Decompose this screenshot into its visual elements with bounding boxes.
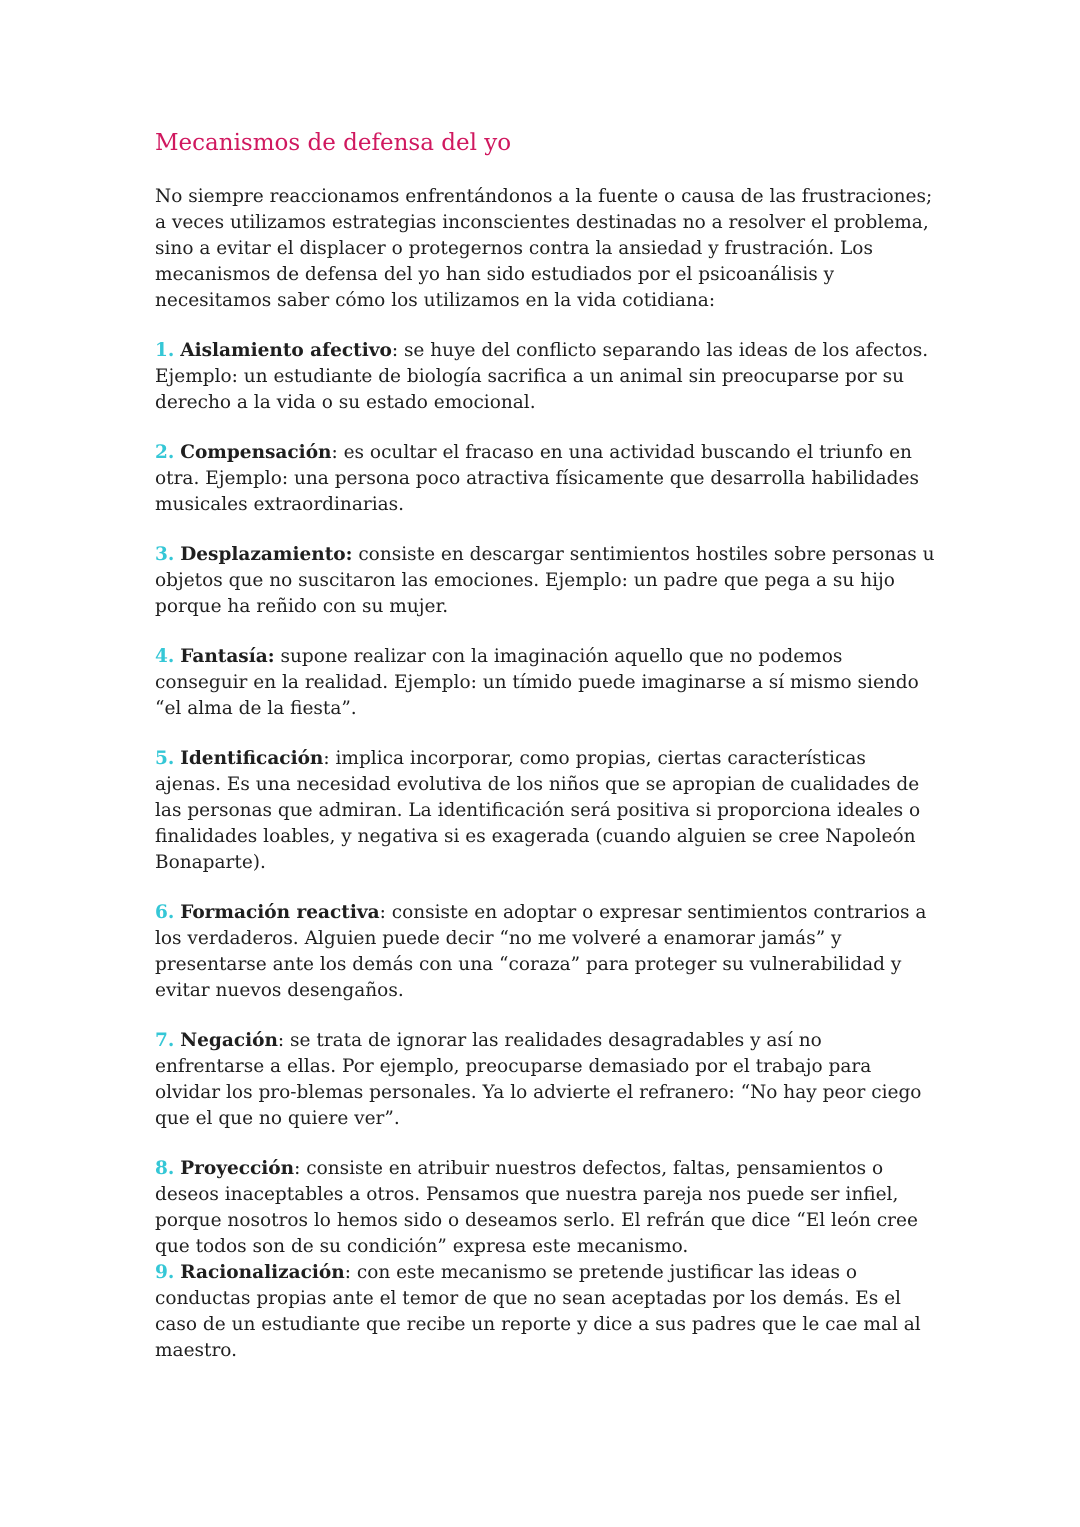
- item-text: : implica incorporar, como propias, ciertas características ajenas. Es una necesidad evolutiva de los niños que se apropian de cualidades de las personas que admiran. La identificación será positiva si proporciona ideales o finalidades loables, y negativa si es exagerada (cuando alguien se cree Napoleón Bonaparte).: [155, 748, 921, 873]
- item-number: 5.: [155, 748, 175, 769]
- item-term: Negación: [180, 1030, 278, 1051]
- item-text: : se huye del conflicto separando las ideas de los afectos. Ejemplo: un estudiante de biología sacrifica a un animal sin preocuparse por su derecho a la vida o su estado emocional.: [155, 340, 929, 413]
- list-item-4: [155, 644, 935, 722]
- item-term: Identificación: [180, 748, 324, 769]
- item-text: : consiste en adoptar o expresar sentimientos contrarios a los verdaderos. Alguien puede decir “no me volveré a enamorar jamás” y presentarse ante los demás con una “coraza” para proteger su vulnerabilidad y evitar nuevos desengaños.: [155, 902, 927, 1001]
- item-term: Formación reactiva: [180, 902, 380, 923]
- item-term: Proyección: [180, 1158, 295, 1179]
- item-number: 4.: [155, 646, 175, 667]
- list-item-2: [155, 440, 935, 518]
- item-text: : es ocultar el fracaso en una actividad buscando el triunfo en otra. Ejemplo: una persona poco atractiva físicamente que desarrolla habilidades musicales extraordinarias.: [155, 442, 919, 515]
- item-term: Aislamiento afectivo: [180, 340, 392, 361]
- item-term: Compensación: [180, 442, 332, 463]
- item-number: 8.: [155, 1158, 175, 1179]
- item-text: consiste en descargar sentimientos hostiles sobre personas u objetos que no suscitaron las emociones. Ejemplo: un padre que pega a su hijo porque ha reñido con su mujer.: [155, 544, 935, 617]
- list-item-6: [155, 900, 935, 1004]
- item-text: : con este mecanismo se pretende justificar las ideas o conductas propias ante el temor de que no sean aceptadas por los demás. Es el caso de un estudiante que recibe un reporte y dice a sus padres que le cae mal al maestro.: [155, 1262, 921, 1361]
- list-item-9: [155, 1260, 935, 1364]
- item-term: Fantasía:: [180, 646, 275, 667]
- item-text: supone realizar con la imaginación aquello que no podemos conseguir en la realidad. Ejemplo: un tímido puede imaginarse a sí mismo siendo “el alma de la fiesta”.: [155, 646, 919, 719]
- item-term: Desplazamiento:: [180, 544, 353, 565]
- item-number: 3.: [155, 544, 175, 565]
- list-item-8: [155, 1156, 935, 1260]
- intro-paragraph: No siempre reaccionamos enfrentándonos a la fuente o causa de las frustraciones; a veces utilizamos estrategias inconscientes destinadas no a resolver el problema, sino a evitar el displacer o protegernos contra la ansiedad y frustración. Los mecanismos de defensa del yo han sido estudiados por el psicoanálisis y necesitamos saber cómo los utilizamos en la vida cotidiana:: [155, 186, 933, 311]
- item-number: 6.: [155, 902, 175, 923]
- list-item-3: [155, 542, 935, 620]
- item-term: Racionalización: [180, 1262, 345, 1283]
- item-number: 9.: [155, 1262, 175, 1283]
- item-number: 2.: [155, 442, 175, 463]
- item-number: 1.: [155, 340, 175, 361]
- item-number: 7.: [155, 1030, 175, 1051]
- document-page: [155, 128, 935, 1388]
- list-item-5: [155, 746, 935, 876]
- list-item-1: [155, 338, 935, 416]
- list-item-7: [155, 1028, 935, 1132]
- item-text: : consiste en atribuir nuestros defectos, faltas, pensamientos o deseos inaceptables a otros. Pensamos que nuestra pareja nos puede ser infiel, porque nosotros lo hemos sido o deseamos serlo. El refrán que dice “El león cree que todos son de su condición” expresa este mecanismo.: [155, 1158, 918, 1257]
- document-title: Mecanismos de defensa del yo: [155, 130, 512, 156]
- item-text: : se trata de ignorar las realidades desagradables y así no enfrentarse a ellas. Por ejemplo, preocuparse demasiado por el trabajo para olvidar los pro-blemas personales. Ya lo advierte el refranero: “No hay peor ciego que el que no quiere ver”.: [155, 1030, 922, 1129]
